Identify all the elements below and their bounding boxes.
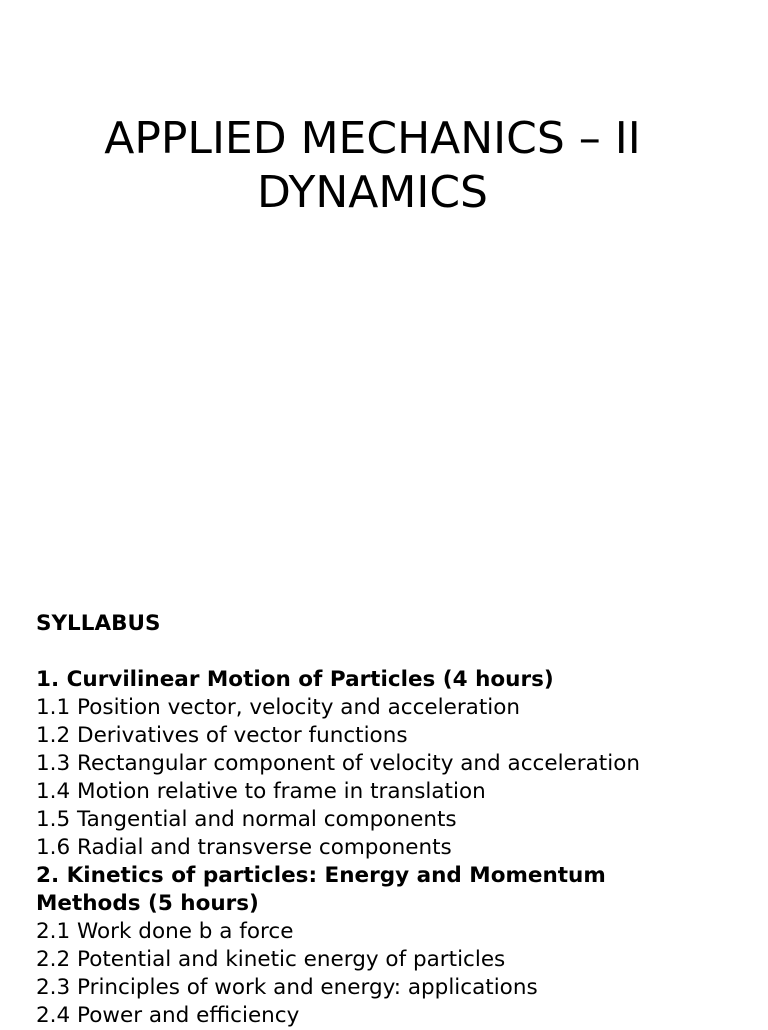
spacer [36,638,736,666]
syllabus-item: 1.4 Motion relative to frame in translation [36,779,486,804]
syllabus-item: 1.5 Tangential and normal components [36,807,457,832]
slide-title [0,112,745,220]
syllabus-item: 2.1 Work done b a force [36,919,294,944]
syllabus-item: 1.2 Derivatives of vector functions [36,723,408,748]
syllabus-item: 2.4 Power and efficiency [36,1003,300,1028]
syllabus-item: 2.3 Principles of work and energy: applications [36,975,538,1000]
title-line-1: APPLIED MECHANICS – II [104,113,641,164]
syllabus-item: 1.3 Rectangular component of velocity and acceleration [36,751,640,776]
title-line-2: DYNAMICS [257,167,488,218]
syllabus-item: 1.1 Position vector, velocity and acceleration [36,695,521,720]
section-2-heading-line-1: 2. Kinetics of particles: Energy and Momentum [36,863,606,888]
syllabus-content [36,610,736,1030]
syllabus-heading: SYLLABUS [36,611,161,636]
section-1-heading: 1. Curvilinear Motion of Particles (4 hours) [36,667,554,692]
syllabus-item: 1.6 Radial and transverse components [36,835,452,860]
section-2-heading-line-2: Methods (5 hours) [36,891,259,916]
syllabus-item: 2.2 Potential and kinetic energy of particles [36,947,506,972]
